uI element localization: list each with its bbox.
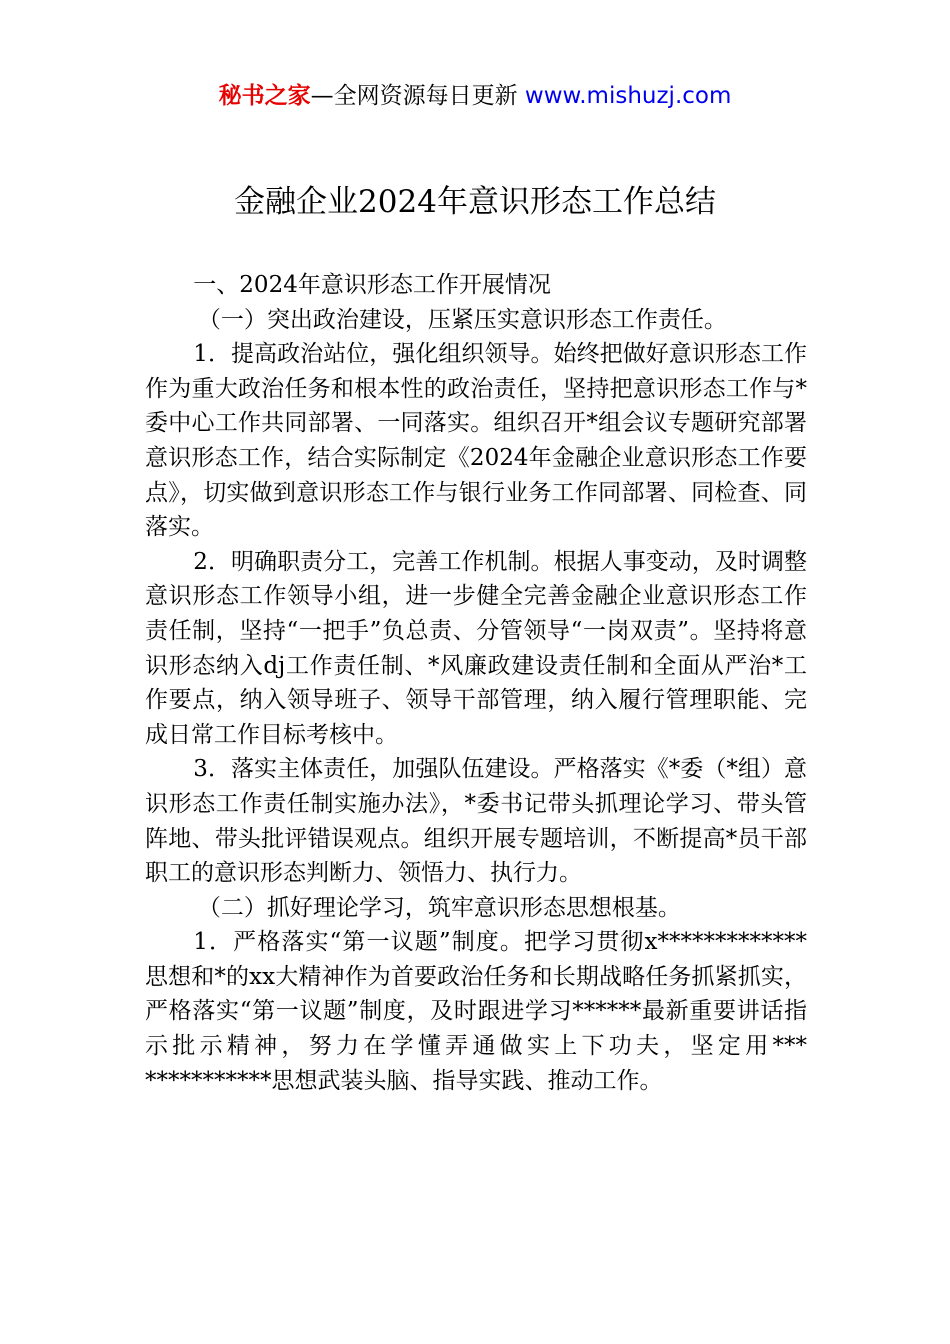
body-paragraph: 1．提高政治站位，强化组织领导。始终把做好意识形态工作作为重大政治任务和根本性的政治责任，坚持把意识形态工作与*委中心工作共同部署、一同落实。组织召开*组会议专题研究部署意识形态工作，结合实际制定《2024年金融企业意识形态工作要点》，切实做到意识形态工作与银行业务工作同部署、同检查、同落实。 bbox=[145, 341, 807, 541]
section-heading: 一、2024年意识形态工作开展情况 bbox=[193, 272, 551, 298]
site-brand: 秘书之家 bbox=[218, 83, 311, 109]
body-paragraph: 3．落实主体责任，加强队伍建设。严格落实《*委（*组）意识形态工作责任制实施办法》，*委书记带头抓理论学习、带头管阵地、带头批评错误观点。组织开展专题培训，不断提高*员干部职工的意识形态判断力、领悟力、执行力。 bbox=[145, 756, 807, 887]
document-title: 金融企业2024年意识形态工作总结 bbox=[234, 184, 716, 220]
body-paragraph: 1．严格落实“第一议题”制度。把学习贯彻x*************思想和*的xx大精神作为首要政治任务和长期战略任务抓紧抓实，严格落实“第一议题”制度，及时跟进学习******最新重要讲话指示批示精神，努力在学懂弄通做实上下功夫，坚定用*** ***********思想武装头脑、指导实践、推动工作。 bbox=[145, 929, 807, 1094]
subsection-heading: （一）突出政治建设，压紧压实意识形态工作责任。 bbox=[197, 306, 727, 333]
document-body bbox=[145, 268, 807, 1098]
site-header bbox=[0, 80, 950, 112]
site-tagline: —全网资源每日更新 bbox=[310, 83, 525, 109]
site-url-link[interactable]: www.mishuzj.com bbox=[524, 83, 732, 109]
body-paragraph: 2．明确职责分工，完善工作机制。根据人事变动，及时调整意识形态工作领导小组，进一步健全完善金融企业意识形态工作责任制，坚持“一把手”负总责、分管领导“一岗双责”。坚持将意识形态纳入dj工作责任制、*风廉政建设责任制和全面从严治*工作要点，纳入领导班子、领导干部管理，纳入履行管理职能、完成日常工作目标考核中。 bbox=[145, 548, 807, 748]
subsection-heading: （二）抓好理论学习，筑牢意识形态思想根基。 bbox=[197, 894, 681, 921]
